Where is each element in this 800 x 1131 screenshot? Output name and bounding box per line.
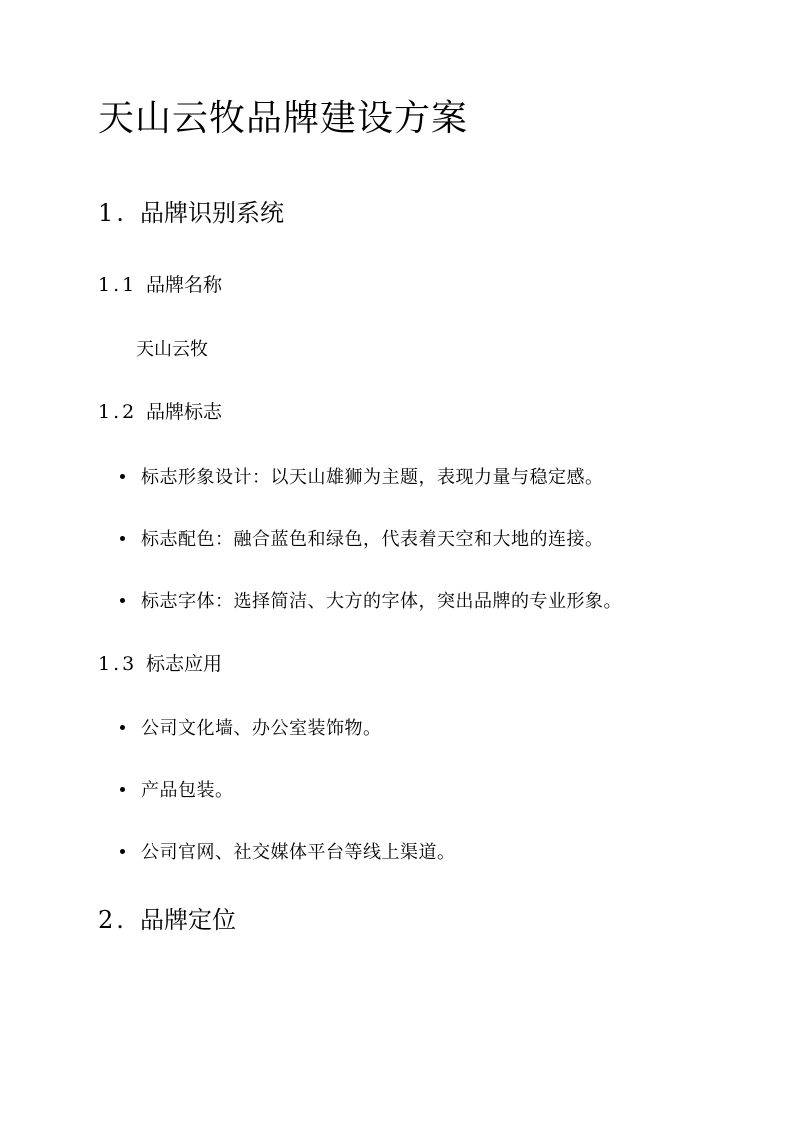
- list-item: [120, 717, 382, 741]
- list-item-text: 标志形象设计：以天山雄狮为主题，表现力量与稳定感。: [141, 467, 604, 488]
- subsection-heading-logo-application: [98, 652, 222, 676]
- brand-name-text: 天山云牧: [136, 339, 208, 360]
- list-item-text: 公司文化墙、办公室装饰物。: [141, 718, 382, 739]
- document-title: 天山云牧品牌建设方案: [98, 98, 469, 139]
- list-item: [120, 779, 234, 803]
- subsection-heading-brand-logo: [98, 400, 222, 424]
- subsection-title: 品牌名称: [146, 274, 223, 296]
- bullet-icon: [120, 536, 125, 541]
- section-number: 2.: [98, 906, 127, 934]
- subsection-title: 标志应用: [146, 653, 223, 675]
- list-item-text: 公司官网、社交媒体平台等线上渠道。: [141, 842, 456, 863]
- bullet-icon: [120, 849, 125, 854]
- list-item-text: 标志字体：选择简洁、大方的字体，突出品牌的专业形象。: [141, 591, 622, 612]
- section-title: 品牌定位: [140, 906, 236, 934]
- section-number: 1.: [98, 199, 127, 227]
- bullet-icon: [120, 474, 125, 479]
- section-heading-brand-identity: [98, 198, 284, 228]
- bullet-icon: [120, 598, 125, 603]
- list-item: [120, 841, 456, 865]
- bullet-icon: [120, 787, 125, 792]
- subsection-title: 品牌标志: [146, 401, 223, 423]
- list-item: [120, 528, 604, 552]
- list-item-text: 标志配色：融合蓝色和绿色，代表着天空和大地的连接。: [141, 529, 604, 550]
- subsection-number: 1.2: [98, 401, 138, 423]
- subsection-number: 1.3: [98, 653, 138, 675]
- section-title: 品牌识别系统: [140, 199, 284, 227]
- bullet-icon: [120, 725, 125, 730]
- subsection-heading-brand-name: [98, 273, 222, 297]
- section-heading-brand-positioning: [98, 905, 236, 935]
- list-item-text: 产品包装。: [141, 780, 234, 801]
- subsection-number: 1.1: [98, 274, 138, 296]
- list-item: [120, 466, 604, 490]
- list-item: [120, 590, 622, 614]
